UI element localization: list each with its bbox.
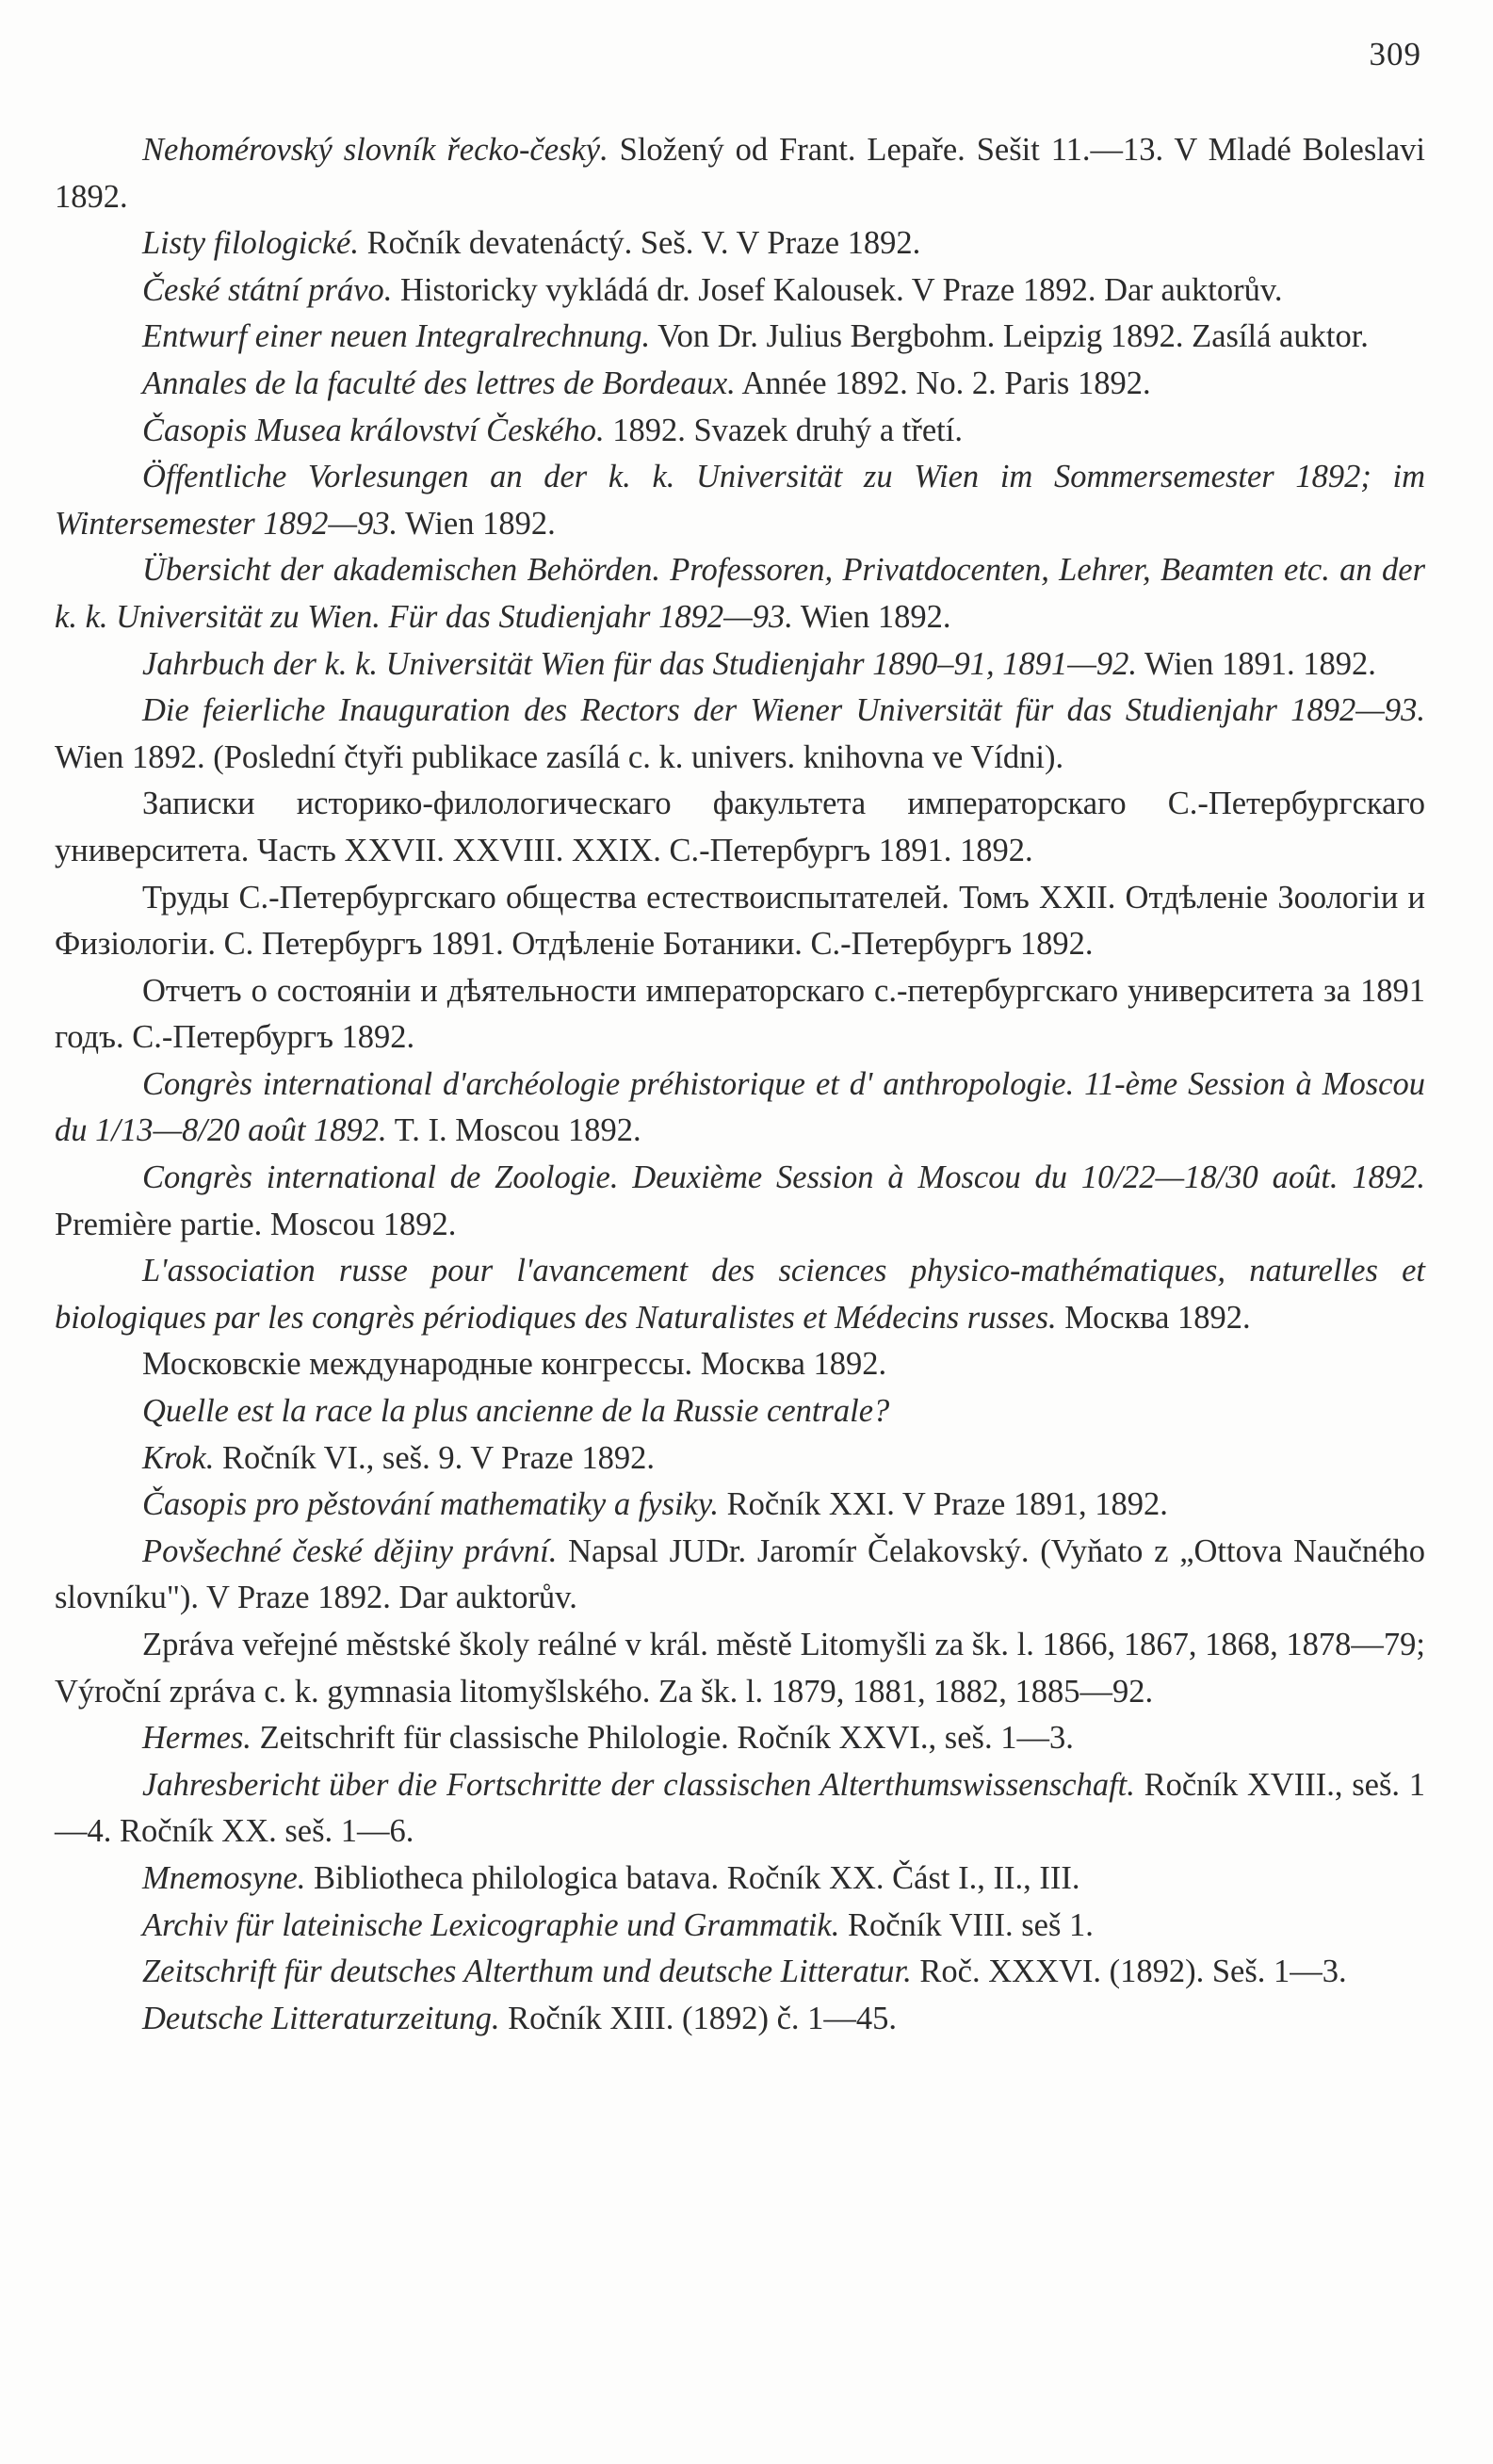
entry-details: Složený od Frant. Lepaře. Sešit 11.—13. V Mladé Boleslavi 1892. — [55, 132, 1425, 215]
entry-title: Die feierliche Inauguration des Rectors der Wiener Universität für das Studienjahr 1892—93. — [142, 692, 1425, 729]
entry-title: Annales de la faculté des lettres de Bordeaux. — [142, 365, 736, 401]
page-number: 309 — [1369, 36, 1421, 73]
entry-details: Napsal JUDr. Jaromír Čelakovský. (Vyňato z „Ottova Naučného slovníku"). V Praze 1892. Dar auktorův. — [55, 1532, 1425, 1616]
entry-details: Historicky vykládá dr. Josef Kalousek. V Praze 1892. Dar auktorův. — [392, 271, 1283, 308]
bibliography-entry — [55, 1996, 1425, 2043]
bibliography-entry — [55, 688, 1425, 781]
bibliography-entry — [55, 1949, 1425, 1996]
entry-title: Hermes. — [142, 1720, 252, 1757]
bibliography-entry — [55, 1762, 1425, 1856]
entry-title: České státní právo. — [142, 271, 393, 308]
entry-details: Ročník XVIII., seš. 1—4. Ročník XX. seš. 1—6. — [55, 1766, 1425, 1850]
bibliography-list — [55, 127, 1425, 2042]
entry-title: Quelle est la race la plus ancienne de la Russie centrale? — [142, 1393, 890, 1430]
entry-details: Ročník VIII. seš 1. — [839, 1906, 1094, 1943]
bibliography-entry — [55, 781, 1425, 874]
entry-details: Московскіе международные конгрессы. Москва 1892. — [142, 1346, 887, 1383]
entry-title: Archiv für lateinische Lexicographie und Grammatik. — [142, 1906, 840, 1943]
entry-title: Mnemosyne. — [142, 1859, 306, 1896]
entry-title: Congrès international d'archéologie préhistorique et d' anthropologie. 11-ème Session à Moscou du 1/13—8/20 août 1892. — [55, 1065, 1425, 1149]
entry-details: Von Dr. Julius Bergbohm. Leipzig 1892. Zasílá auktor. — [650, 318, 1369, 355]
entry-title: L'association russe pour l'avancement des sciences physico-mathématiques, naturelles et biologiques par les congrès périodiques des Naturalistes et Médecins russes. — [55, 1253, 1425, 1336]
entry-details: 1892. Svazek druhý a třetí. — [604, 412, 963, 448]
bibliography-entry — [55, 1062, 1425, 1155]
bibliography-entry — [55, 1482, 1425, 1529]
entry-title: Öffentliche Vorlesungen an der k. k. Universität zu Wien im Sommersemester 1892; im Wintersemester 1892—93. — [55, 459, 1425, 542]
entry-title: Listy filologické. — [142, 225, 359, 262]
entry-details: Ročník XXI. V Praze 1891, 1892. — [718, 1486, 1168, 1523]
bibliography-entry — [55, 641, 1425, 689]
bibliography-entry — [55, 314, 1425, 361]
bibliography-entry — [55, 1435, 1425, 1483]
entry-details: Wien 1892. — [398, 505, 556, 542]
bibliography-entry — [55, 1903, 1425, 1950]
entry-title: Časopis pro pěstování mathematiky a fysiky. — [142, 1486, 719, 1523]
entry-title: Übersicht der akademischen Behörden. Professoren, Privatdocenten, Lehrer, Beamten etc. an der k. k. Universität zu Wien. Für das Studienjahr 1892—93. — [55, 552, 1425, 635]
bibliography-entry — [55, 127, 1425, 220]
bibliography-entry — [55, 968, 1425, 1062]
entry-details: Ročník devatenáctý. Seš. V. V Praze 1892. — [358, 225, 921, 262]
entry-title: Jahresbericht über die Fortschritte der classischen Alterthumswissenschaft. — [142, 1766, 1135, 1803]
entry-details: Roč. XXXVI. (1892). Seš. 1—3. — [911, 1953, 1347, 1990]
entry-details: Wien 1892. (Poslední čtyři publikace zasílá c. k. univers. knihovna ve Vídni). — [55, 738, 1064, 775]
entry-title: Časopis Musea království Českého. — [142, 412, 605, 448]
entry-title: Krok. — [142, 1439, 215, 1476]
bibliography-entry — [55, 1155, 1425, 1248]
bibliography-entry — [55, 1248, 1425, 1341]
bibliography-entry — [55, 1856, 1425, 1903]
bibliography-entry — [55, 875, 1425, 968]
entry-details: Ročník VI., seš. 9. V Praze 1892. — [214, 1439, 655, 1476]
entry-title: Entwurf einer neuen Integralrechnung. — [142, 318, 651, 355]
bibliography-entry — [55, 361, 1425, 408]
entry-details: Wien 1891. 1892. — [1137, 645, 1376, 682]
entry-details: Отчетъ о состояніи и дѣятельности императорскаго с.-петербургскаго университета за 1891 годъ. С.-Петербургъ 1892. — [55, 972, 1425, 1056]
bibliography-entry — [55, 267, 1425, 315]
entry-details: Zeitschrift für classische Philologie. Ročník XXVI., seš. 1—3. — [251, 1720, 1074, 1757]
entry-details: Première partie. Moscou 1892. — [55, 1206, 457, 1242]
bibliography-entry — [55, 1388, 1425, 1435]
bibliography-entry — [55, 1529, 1425, 1622]
bibliography-entry — [55, 1715, 1425, 1762]
entry-title: Nehomérovský slovník řecko-český. — [142, 132, 609, 168]
entry-title: Jahrbuch der k. k. Universität Wien für das Studienjahr 1890–91, 1891—92. — [142, 645, 1137, 682]
entry-details: Bibliotheca philologica batava. Ročník XX. Část I., II., III. — [305, 1859, 1080, 1896]
entry-details: Année 1892. No. 2. Paris 1892. — [735, 365, 1151, 401]
entry-title: Povšechné české dějiny právní. — [142, 1532, 558, 1569]
entry-details: Zpráva veřejné městské školy reálné v král. městě Litomyšli za šk. l. 1866, 1867, 1868, 1878—79; Výroční zpráva c. k. gymnasia litomyšlského. Za šk. l. 1879, 1881, 1882, 1885—92. — [55, 1627, 1425, 1710]
bibliography-entry — [55, 1622, 1425, 1715]
bibliography-entry — [55, 547, 1425, 640]
entry-details: Труды С.-Петербургскаго общества естествоиспытателей. Томъ XXII. Отдѣленіе Зоологіи и Физіологіи. С. Петербургъ 1891. Отдѣленіе Ботаники. С.-Петербургъ 1892. — [55, 879, 1425, 963]
bibliography-entry — [55, 408, 1425, 455]
entry-details: Москва 1892. — [1056, 1299, 1251, 1336]
bibliography-entry — [55, 454, 1425, 547]
entry-details: T. I. Moscou 1892. — [386, 1112, 641, 1149]
entry-title: Zeitschrift für deutsches Alterthum und deutsche Litteratur. — [142, 1953, 912, 1990]
bibliography-entry — [55, 220, 1425, 267]
entry-title: Congrès international de Zoologie. Deuxième Session à Moscou du 10/22—18/30 août. 1892. — [142, 1159, 1425, 1196]
entry-details: Wien 1892. — [792, 598, 951, 635]
entry-title: Deutsche Litteraturzeitung. — [142, 2000, 500, 2036]
bibliography-entry — [55, 1341, 1425, 1388]
entry-details: Ročník XIII. (1892) č. 1—45. — [499, 2000, 898, 2036]
entry-details: Записки историко-филологическаго факультета императорскаго С.-Петербургскаго университета. Часть XXVII. XXVIII. XXIX. С.-Петербургъ 1891. 1892. — [55, 786, 1425, 868]
